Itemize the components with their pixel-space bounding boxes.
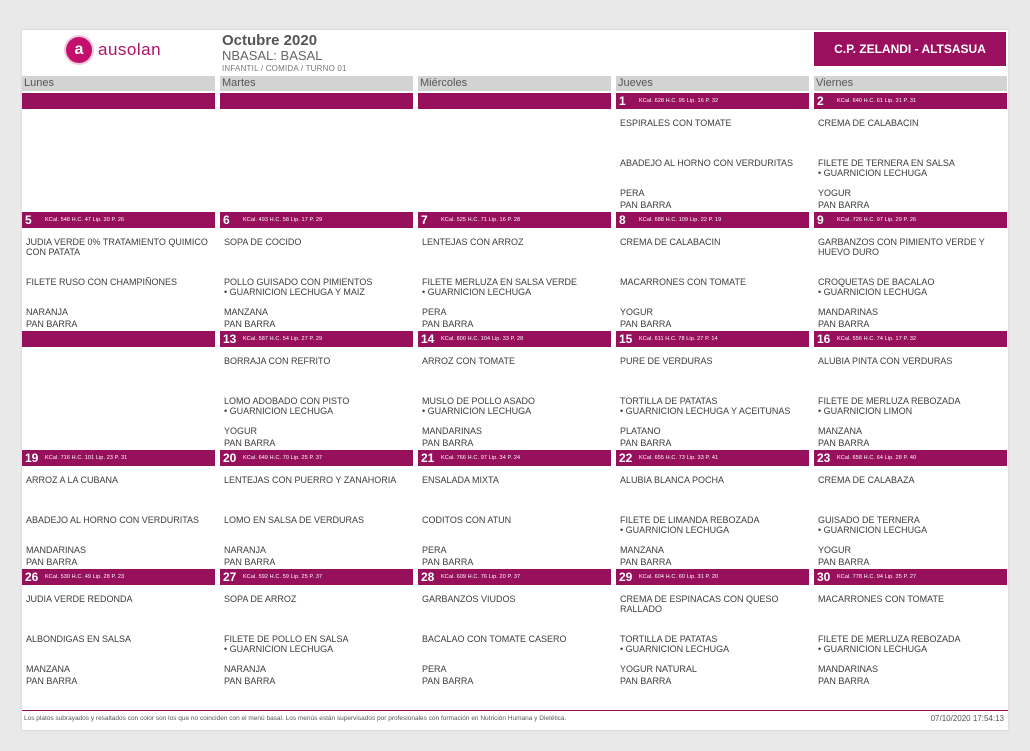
day-cell [616,569,809,688]
menu-header [22,30,1008,76]
dessert: YOGUR NATURAL [620,664,697,674]
second-course: MACARRONES CON TOMATE [620,277,747,287]
brand-logo [66,36,186,64]
second-course: LOMO ADOBADO CON PISTO • GUARNICION LECHUGA [224,396,350,416]
day-number: 1 [619,94,626,108]
day-cell [616,331,809,450]
day-number: 9 [817,213,824,227]
dessert: YOGUR [818,545,852,555]
day-cell [418,569,611,688]
day-bar [220,569,413,585]
day-cell [22,450,215,569]
nutrition-info: KCal. 649 H.C. 70 Lip. 25 P. 37 [243,455,323,461]
dessert: MANZANA [26,664,71,674]
day-number: 22 [619,451,633,465]
second-course: FILETE RUSO CON CHAMPIÑONES [26,277,178,287]
day-number: 7 [421,213,428,227]
day-bar [814,331,1007,347]
day-bar [418,331,611,347]
second-course: GUISADO DE TERNERA • GUARNICION LECHUGA [818,515,928,535]
day-cell [220,331,413,450]
first-course: PURE DE VERDURAS [620,356,713,366]
day-number: 20 [223,451,237,465]
dessert: PERA [422,307,447,317]
bread: PAN BARRA [422,557,474,567]
dessert: PERA [620,188,645,198]
first-course: ARROZ CON TOMATE [422,356,516,366]
first-course: LENTEJAS CON PUERRO Y ZANAHORIA [224,475,397,485]
first-course: ENSALADA MIXTA [422,475,499,485]
day-number: 28 [421,570,435,584]
day-headers [22,76,1008,91]
bread: PAN BARRA [224,438,276,448]
day-cell [22,569,215,688]
day-bar [814,93,1007,109]
first-course: CREMA DE CALABACIN [620,237,721,247]
second-course: CROQUETAS DE BACALAO • GUARNICION LECHUGA [818,277,935,297]
day-number: 8 [619,213,626,227]
second-course: FILETE DE TERNERA EN SALSA • GUARNICION LECHUGA [818,158,955,178]
day-bar [418,450,611,466]
bread: PAN BARRA [422,438,474,448]
day-number: 23 [817,451,831,465]
day-bar [418,569,611,585]
day-cell [22,93,215,212]
bread: PAN BARRA [620,676,672,686]
dessert: PERA [422,545,447,555]
day-header-1: Martes [220,76,413,91]
second-course: FILETE DE MERLUZA REBOZADA • GUARNICION LIMON [818,396,961,416]
first-course: CREMA DE CALABAZA [818,475,915,485]
dessert: MANZANA [224,307,269,317]
first-course: ALUBIA BLANCA POCHA [620,475,725,485]
day-bar [220,212,413,228]
day-bar [616,331,809,347]
nutrition-info: KCal. 525 H.C. 71 Lip. 16 P. 28 [441,217,521,223]
day-bar [220,93,413,109]
bread: PAN BARRA [26,676,78,686]
nutrition-info: KCal. 548 H.C. 47 Lip. 30 P. 26 [45,217,125,223]
day-bar [616,450,809,466]
day-bar [418,93,611,109]
day-header-3: Jueves [616,76,809,91]
dessert: MANDARINAS [422,426,483,436]
day-bar [220,450,413,466]
day-bar [814,450,1007,466]
nutrition-info: KCal. 556 H.C. 74 Lip. 17 P. 32 [837,336,917,342]
nutrition-info: KCal. 604 H.C. 60 Lip. 31 P. 20 [639,574,719,580]
second-course: BACALAO CON TOMATE CASERO [422,634,567,644]
day-number: 21 [421,451,435,465]
nutrition-info: KCal. 640 H.C. 61 Lip. 31 P. 31 [837,98,917,104]
first-course: BORRAJA CON REFRITO [224,356,331,366]
day-number: 14 [421,332,435,346]
day-cell [814,212,1007,331]
second-course: FILETE DE LIMANDA REBOZADA • GUARNICION LECHUGA [620,515,760,535]
nutrition-info: KCal. 716 H.C. 101 Lip. 23 P. 31 [45,455,128,461]
bread: PAN BARRA [620,438,672,448]
day-bar [616,212,809,228]
day-number: 6 [223,213,230,227]
day-bar [616,93,809,109]
dessert: PERA [422,664,447,674]
nutrition-info: KCal. 766 H.C. 97 Lip. 34 P. 24 [441,455,521,461]
day-header-0: Lunes [22,76,215,91]
day-cell [22,331,215,450]
day-cell [220,450,413,569]
second-course: POLLO GUISADO CON PIMIENTOS • GUARNICION LECHUGA Y MAIZ [224,277,373,297]
day-cell [814,331,1007,450]
nutrition-info: KCal. 655 H.C. 73 Lip. 33 P. 41 [639,455,719,461]
dessert: MANZANA [818,426,863,436]
nutrition-info: KCal. 628 H.C. 95 Lip. 16 P. 32 [639,98,719,104]
title-block [222,32,347,74]
day-cell [418,450,611,569]
footer-divider [22,710,1008,711]
day-bar [814,212,1007,228]
second-course: LOMO EN SALSA DE VERDURAS [224,515,365,525]
day-bar [220,331,413,347]
first-course: GARBANZOS VIUDOS [422,594,516,604]
menu-name: NBASAL: BASAL [222,48,323,63]
second-course: ABADEJO AL HORNO CON VERDURITAS [620,158,794,168]
day-cell [814,93,1007,212]
first-course: GARBANZOS CON PIMIENTO VERDE Y HUEVO DURO [818,237,985,257]
dessert: NARANJA [224,545,267,555]
first-course: SOPA DE ARROZ [224,594,297,604]
dessert: MANZANA [620,545,665,555]
school-name: C.P. ZELANDI - ALTSASUA [814,32,1006,66]
footer-timestamp: 07/10/2020 17:54:13 [930,714,1004,723]
day-bar [22,450,215,466]
second-course: FILETE DE POLLO EN SALSA • GUARNICION LECHUGA [224,634,349,654]
day-cell [220,569,413,688]
bread: PAN BARRA [818,676,870,686]
day-bar [418,212,611,228]
first-course: ALUBIA PINTA CON VERDURAS [818,356,953,366]
nutrition-info: KCal. 592 H.C. 59 Lip. 25 P. 37 [243,574,323,580]
day-number: 27 [223,570,237,584]
day-cell [418,93,611,212]
nutrition-info: KCal. 688 H.C. 109 Lip. 22 P. 19 [639,217,722,223]
second-course: MUSLO DE POLLO ASADO • GUARNICION LECHUGA [422,396,536,416]
second-course: CODITOS CON ATUN [422,515,512,525]
dessert: NARANJA [224,664,267,674]
day-number: 30 [817,570,831,584]
dessert: YOGUR [818,188,852,198]
day-cell [616,93,809,212]
day-number: 26 [25,570,39,584]
second-course: FILETE MERLUZA EN SALSA VERDE • GUARNICION LECHUGA [422,277,578,297]
day-cell [418,212,611,331]
nutrition-info: KCal. 530 H.C. 49 Lip. 28 P. 23 [45,574,125,580]
dessert: NARANJA [26,307,69,317]
day-number: 16 [817,332,831,346]
day-header-2: Miércoles [418,76,611,91]
day-number: 13 [223,332,237,346]
dessert: YOGUR [620,307,654,317]
bread: PAN BARRA [26,557,78,567]
ausolan-a-logo-icon: a [66,37,92,63]
second-course: ALBONDIGAS EN SALSA [26,634,132,644]
day-bar [616,569,809,585]
dessert: YOGUR [224,426,258,436]
day-number: 19 [25,451,39,465]
first-course: MACARRONES CON TOMATE [818,594,945,604]
bread: PAN BARRA [422,676,474,686]
day-cell [814,450,1007,569]
bread: PAN BARRA [422,319,474,329]
nutrition-info: KCal. 587 H.C. 54 Lip. 27 P. 29 [243,336,323,342]
first-course: JUDIA VERDE 0% TRATAMIENTO QUIMICO CON PATATA [26,237,208,257]
day-cell [814,569,1007,688]
month-title: Octubre 2020 [222,32,318,49]
menu-sheet [22,30,1008,730]
dessert: MANDARINAS [26,545,87,555]
bread: PAN BARRA [818,319,870,329]
day-bar [22,93,215,109]
nutrition-info: KCal. 658 H.C. 64 Lip. 28 P. 40 [837,455,917,461]
nutrition-info: KCal. 493 H.C. 58 Lip. 17 P. 29 [243,217,323,223]
day-cell [418,331,611,450]
second-course: FILETE DE MERLUZA REBOZADA • GUARNICION LECHUGA [818,634,961,654]
nutrition-info: KCal. 609 H.C. 76 Lip. 20 P. 37 [441,574,521,580]
second-course: ABADEJO AL HORNO CON VERDURITAS [26,515,200,525]
dessert: MANDARINAS [818,664,879,674]
bread: PAN BARRA [224,319,276,329]
dessert: MANDARINAS [818,307,879,317]
day-cell [220,93,413,212]
dessert: PLATANO [620,426,661,436]
nutrition-info: KCal. 778 H.C. 94 Lip. 35 P. 27 [837,574,917,580]
day-cell [22,212,215,331]
footer-note: Los platos subrayados y resaltados con color son los que no coinciden con el menú basal. Los menús están supervisados por profesionales con formación en Nutrición Humana y Dietética. [24,715,567,722]
day-cell [616,212,809,331]
first-course: SOPA DE COCIDO [224,237,302,247]
day-number: 29 [619,570,633,584]
logo-text: ausolan [98,40,162,59]
bread: PAN BARRA [620,200,672,210]
nutrition-info: KCal. 800 H.C. 104 Lip. 33 P. 28 [441,336,524,342]
bread: PAN BARRA [620,557,672,567]
menu-subtitle: INFANTIL / COMIDA / TURNO 01 [222,64,347,73]
day-number: 2 [817,94,824,108]
first-course: CREMA DE ESPINACAS CON QUESO RALLADO [620,594,779,614]
first-course: ARROZ A LA CUBANA [26,475,119,485]
bread: PAN BARRA [620,319,672,329]
day-bar [22,569,215,585]
day-bar [814,569,1007,585]
bread: PAN BARRA [224,557,276,567]
bread: PAN BARRA [26,319,78,329]
second-course: TORTILLA DE PATATAS • GUARNICION LECHUGA Y ACEITUNAS [620,396,791,416]
first-course: LENTEJAS CON ARROZ [422,237,524,247]
day-bar [22,331,215,347]
day-cell [220,212,413,331]
day-header-4: Viernes [814,76,1007,91]
bread: PAN BARRA [818,438,870,448]
day-cell [616,450,809,569]
first-course: CREMA DE CALABACIN [818,118,919,128]
first-course: ESPIRALES CON TOMATE [620,118,732,128]
day-bar [22,212,215,228]
day-number: 5 [25,213,32,227]
nutrition-info: KCal. 611 H.C. 78 Lip. 27 P. 14 [639,336,718,342]
second-course: TORTILLA DE PATATAS • GUARNICION LECHUGA [620,634,730,654]
bread: PAN BARRA [224,676,276,686]
nutrition-info: KCal. 726 H.C. 97 Lip. 29 P. 26 [837,217,917,223]
bread: PAN BARRA [818,557,870,567]
bread: PAN BARRA [818,200,870,210]
day-number: 15 [619,332,633,346]
first-course: JUDIA VERDE REDONDA [26,594,133,604]
